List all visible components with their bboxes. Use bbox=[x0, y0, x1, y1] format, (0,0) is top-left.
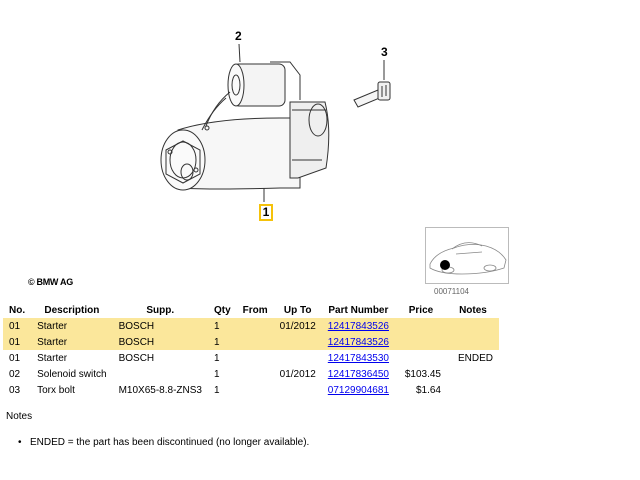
cell-supp: BOSCH bbox=[113, 334, 208, 350]
cell-qty: 1 bbox=[208, 334, 237, 350]
engine-location-marker bbox=[440, 260, 450, 270]
cell-from bbox=[237, 318, 274, 334]
header-description: Description bbox=[44, 304, 100, 316]
table-header-row bbox=[3, 302, 499, 318]
table-row[interactable] bbox=[3, 366, 499, 382]
header-from: From bbox=[242, 304, 268, 316]
cell-from bbox=[237, 350, 274, 366]
callout-3[interactable]: 3 bbox=[381, 45, 388, 59]
cell-notes bbox=[447, 382, 499, 398]
table-row[interactable] bbox=[3, 382, 499, 398]
callout-1[interactable]: 1 bbox=[259, 204, 273, 221]
part-number-link[interactable]: 07129904681 bbox=[327, 384, 389, 396]
part-number-link[interactable]: 12417836450 bbox=[327, 368, 389, 380]
cell-qty: 1 bbox=[213, 352, 220, 364]
cell-supp bbox=[113, 366, 208, 382]
header-part-number: Part Number bbox=[328, 304, 389, 316]
table-row[interactable] bbox=[3, 350, 499, 366]
cell-up-to bbox=[274, 334, 322, 350]
cell-price bbox=[395, 318, 447, 334]
cell-supp: M10X65-8.8-ZNS3 bbox=[118, 384, 202, 396]
part-number-link[interactable]: 12417843526 bbox=[327, 320, 389, 332]
thumbnail-id: 00071104 bbox=[434, 287, 469, 296]
cell-no: 01 bbox=[3, 318, 31, 334]
vehicle-location-thumbnail bbox=[425, 227, 509, 284]
cell-price bbox=[395, 334, 447, 350]
header-up-to: Up To bbox=[283, 304, 312, 316]
cell-description: Starter bbox=[31, 318, 112, 334]
cell-description: Starter bbox=[31, 334, 112, 350]
header-no: No. bbox=[9, 304, 26, 316]
header-notes: Notes bbox=[459, 304, 487, 316]
cell-price: $103.45 bbox=[404, 368, 441, 380]
cell-qty: 1 bbox=[213, 384, 220, 396]
cell-no: 02 bbox=[9, 368, 21, 380]
cell-description: Torx bolt bbox=[37, 384, 75, 396]
cell-qty: 1 bbox=[213, 368, 220, 380]
cell-up-to bbox=[274, 382, 322, 398]
table-row[interactable] bbox=[3, 318, 499, 334]
cell-up-to: 01/2012 bbox=[279, 368, 316, 380]
cell-no: 01 bbox=[9, 352, 21, 364]
cell-price: $1.64 bbox=[415, 384, 441, 396]
cell-no: 01 bbox=[3, 334, 31, 350]
cell-from bbox=[237, 382, 274, 398]
part-number-link[interactable]: 12417843530 bbox=[327, 352, 389, 364]
header-qty: Qty bbox=[213, 304, 231, 316]
part-number-link[interactable]: 12417843526 bbox=[327, 336, 389, 348]
cell-description: Solenoid switch bbox=[37, 368, 107, 380]
car-outline-icon bbox=[426, 228, 510, 285]
notes-heading: Notes bbox=[6, 411, 33, 422]
cell-notes bbox=[447, 334, 499, 350]
cell-qty: 1 bbox=[208, 318, 237, 334]
cell-up-to: 01/2012 bbox=[274, 318, 322, 334]
callout-2[interactable]: 2 bbox=[235, 29, 242, 43]
cell-price bbox=[395, 350, 447, 366]
notes-list bbox=[20, 437, 309, 448]
header-price: Price bbox=[408, 304, 434, 316]
cell-from bbox=[237, 366, 274, 382]
note-item: • ENDED = the part has been discontinued (no longer available). bbox=[20, 437, 309, 448]
cell-notes bbox=[447, 366, 499, 382]
cell-from bbox=[237, 334, 274, 350]
parts-table bbox=[3, 302, 499, 398]
cell-notes: ENDED bbox=[457, 352, 493, 364]
cell-no: 03 bbox=[9, 384, 21, 396]
table-row[interactable] bbox=[3, 334, 499, 350]
copyright-notice: © BMW AG bbox=[28, 277, 73, 287]
cell-up-to bbox=[274, 350, 322, 366]
header-supp: Supp. bbox=[146, 304, 175, 316]
cell-supp: BOSCH bbox=[113, 318, 208, 334]
cell-description: Starter bbox=[37, 352, 68, 364]
cell-supp: BOSCH bbox=[118, 352, 155, 364]
cell-notes bbox=[447, 318, 499, 334]
